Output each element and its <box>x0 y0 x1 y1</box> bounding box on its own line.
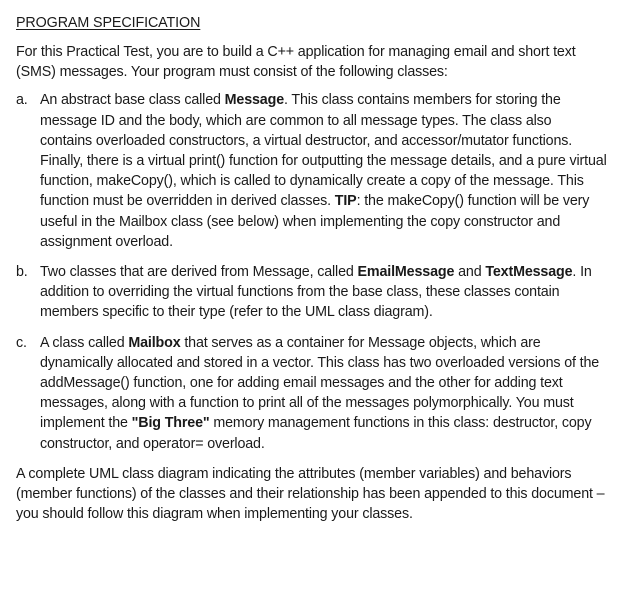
list-item-b <box>16 262 607 323</box>
class-list <box>16 90 607 453</box>
bold-term: "Big Three" <box>131 415 210 432</box>
text-run: : the makeCopy() function will be very useful in the Mailbox class (see below) when implementing the copy constructor and assignment overload. <box>40 193 590 250</box>
list-item-text <box>40 335 599 452</box>
list-item-text <box>40 264 592 320</box>
list-marker: b. <box>16 264 28 281</box>
bold-term: Message <box>224 92 284 109</box>
bold-term: TextMessage <box>485 264 573 281</box>
text-run: Two classes that are derived from Message, called <box>40 264 358 281</box>
closing-paragraph: A complete UML class diagram indicating the attributes (member variables) and behaviors (member functions) of the classes and their relationship has been appended to this document – you should follow this diagram when implementing your classes. <box>16 465 605 523</box>
bold-term: Mailbox <box>128 334 181 351</box>
text-run: . In addition to overriding the virtual functions from the base class, these classes contain members specific to their type (refer to the UML class diagram). <box>40 264 592 321</box>
text-run: . This class contains members for storing the message ID and the body, which are common to all message types. The class also contains overloaded constructors, a virtual destructor, and accessor/mutator functions. Finally, there is a virtual print() function for outputting the message details, and a pure virtual function, makeCopy(), which is called to dynamically create a copy of the message. This function must be overridden in derived classes. <box>40 92 607 210</box>
list-item-text <box>40 92 607 249</box>
text-run: An abstract base class called <box>40 92 225 109</box>
text-run: A class called <box>40 334 129 351</box>
list-marker: c. <box>16 334 27 351</box>
text-run: that serves as a container for Message objects, which are dynamically allocated and stored in a vector. This class has two overloaded versions of the addMessage() function, one for adding email messages and the other for adding text messages, along with a function to print all of the messages polymorphically. You must implement the <box>40 334 600 432</box>
section-heading: PROGRAM SPECIFICATION <box>16 15 201 31</box>
text-run: memory management functions in this class: destructor, copy constructor, and operator= overload. <box>40 415 592 452</box>
bold-term: TIP <box>334 193 357 210</box>
list-item-a <box>16 90 607 252</box>
bold-term: EmailMessage <box>357 264 455 281</box>
intro-paragraph: For this Practical Test, you are to build a C++ application for managing email and short text (SMS) messages. Your program must consist of the following classes: <box>16 44 576 81</box>
list-marker: a. <box>16 92 28 109</box>
list-item-c <box>16 333 607 454</box>
text-run: and <box>454 264 486 281</box>
